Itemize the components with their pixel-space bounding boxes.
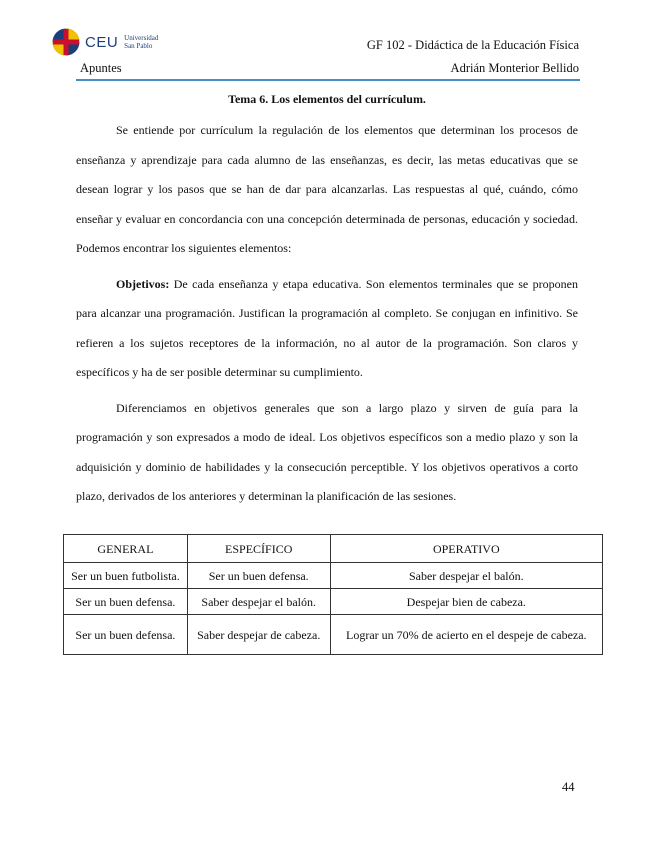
header-rule <box>76 79 580 81</box>
logo-subtext-2: San Pablo <box>124 42 153 50</box>
section-label: Apuntes <box>80 61 122 75</box>
table-cell: Saber despejar el balón. <box>187 589 330 615</box>
objetivos-text: De cada enseñanza y etapa educativa. Son elementos terminales que se proponen para alcanzar una programación. Justifican la programación al completo. Se conjugan en infinitivo. Se refieren a los sujetos receptores de la información, no al autor de la programación. Son claros y específicos y ha de ser posible determinar su cumplimiento. <box>76 276 578 379</box>
table-cell: Ser un buen defensa. <box>64 589 188 615</box>
university-logo <box>52 28 158 56</box>
table-row <box>64 563 603 589</box>
paragraph-tipos-objetivos: Diferenciamos en objetivos generales que son a largo plazo y sirven de guía para la programación y son expresados a modo de ideal. Los objetivos específicos son a medio plazo y son la adquisición y dominio de habilidades y la consecución perceptible. Y los objetivos operativos a corto plazo, derivados de los anteriores y determinan la planificación de las sesiones. <box>76 400 578 503</box>
ceu-emblem-icon <box>52 28 80 56</box>
table-cell: Ser un buen futbolista. <box>64 563 188 589</box>
header-general: GENERAL <box>64 535 188 563</box>
header-operativo: OPERATIVO <box>330 535 602 563</box>
paragraph-intro: Se entiende por currículum la regulación de los elementos que determinan los procesos de enseñanza y aprendizaje para cada alumno de las enseñanzas, es decir, las metas educativas que se desean lograr y los pasos que se han de dar para alcanzarlas. Las respuestas al qué, cuándo, cómo enseñar y evaluar en concordancia con una concepción determinada de personas, educación y sociedad. Podemos encontrar los siguientes elementos: <box>76 123 578 255</box>
author-name: Adrián Monterior Bellido <box>450 61 579 75</box>
objectives-table <box>63 534 603 655</box>
table-cell: Lograr un 70% de acierto en el despeje de cabeza. <box>330 615 602 655</box>
page-body <box>76 90 578 518</box>
paragraph-objetivos <box>76 270 578 388</box>
course-title: GF 102 - Didáctica de la Educación Física <box>366 38 579 52</box>
table-row <box>64 589 603 615</box>
table-row <box>64 615 603 655</box>
table-header-row <box>64 535 603 563</box>
section-title: Tema 6. Los elementos del currículum. <box>228 92 426 106</box>
logo-text: CEU <box>85 33 119 51</box>
table-cell: Saber despejar el balón. <box>330 563 602 589</box>
page-number: 44 <box>562 780 575 794</box>
table-cell: Despejar bien de cabeza. <box>330 589 602 615</box>
logo-subtext <box>124 34 158 50</box>
logo-subtext-1: Universidad <box>124 34 159 42</box>
table-cell: Saber despejar de cabeza. <box>187 615 330 655</box>
objetivos-label: Objetivos: <box>116 276 170 291</box>
table-cell: Ser un buen defensa. <box>187 563 330 589</box>
header-especifico: ESPECÍFICO <box>187 535 330 563</box>
table-cell: Ser un buen defensa. <box>64 615 188 655</box>
